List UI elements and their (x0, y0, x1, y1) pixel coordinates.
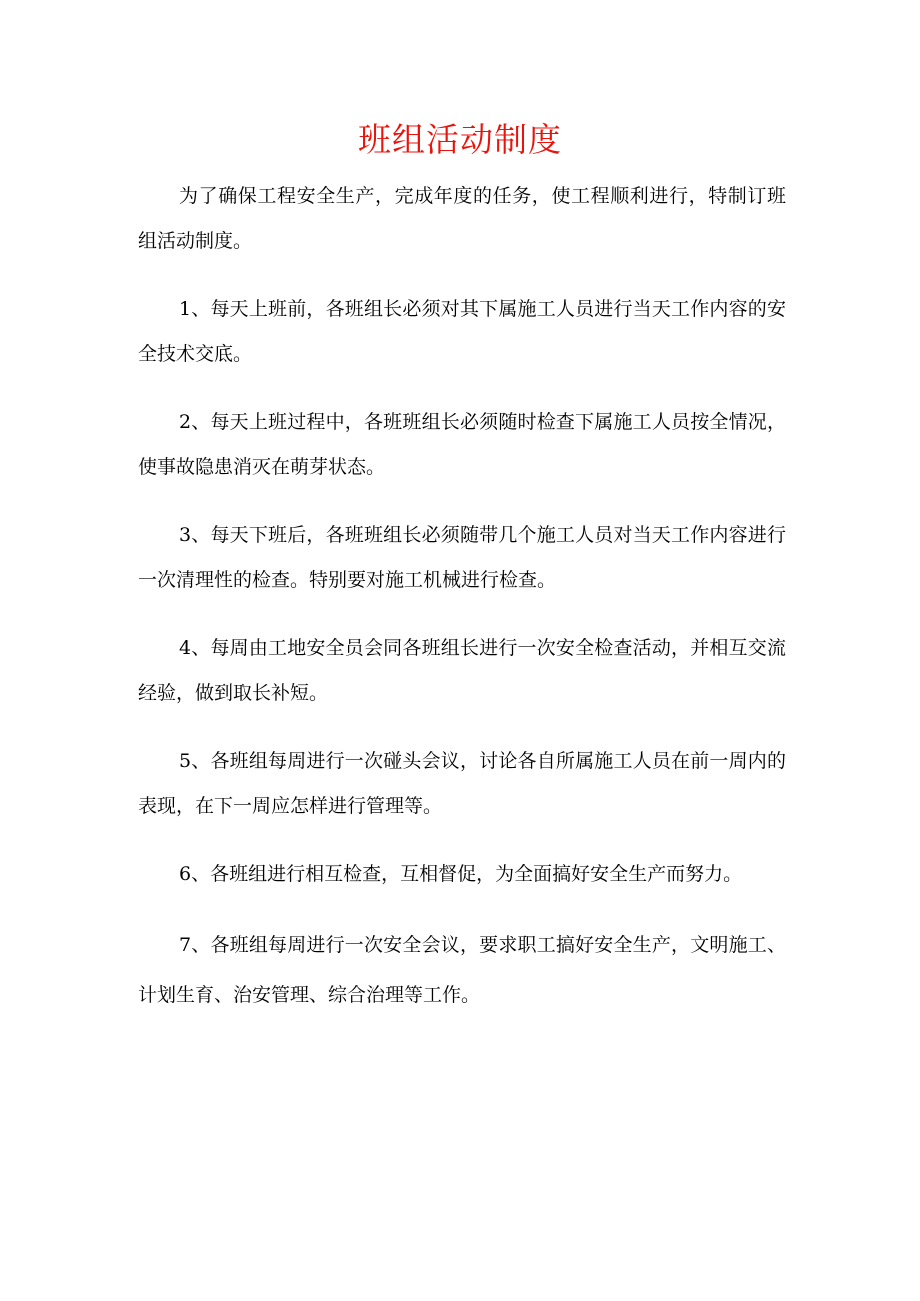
document-title: 班组活动制度 (358, 120, 562, 159)
rule-6-paragraph: 6、各班组进行相互检查，互相督促，为全面搞好安全生产而努力。 (179, 863, 743, 885)
rule-5-paragraph: 5、各班组每周进行一次碰头会议，讨论各自所属施工人员在前一周内的表现，在下一周应怎样进行管理等。 (138, 750, 786, 817)
rule-1-paragraph: 1、每天上班前，各班组长必须对其下属施工人员进行当天工作内容的安全技术交底。 (138, 298, 786, 365)
rule-2-paragraph: 2、每天上班过程中，各班班组长必须随时检查下属施工人员按全情况，使事故隐患消灭在萌芽状态。 (138, 411, 786, 478)
document-body (138, 174, 786, 1043)
rule-4-paragraph: 4、每周由工地安全员会同各班组长进行一次安全检查活动，并相互交流经验，做到取长补短。 (138, 637, 786, 704)
rule-7-paragraph: 7、各班组每周进行一次安全会议，要求职工搞好安全生产，文明施工、计划生育、治安管理、综合治理等工作。 (138, 934, 786, 1006)
intro-paragraph: 为了确保工程安全生产，完成年度的任务，使工程顺利进行，特制订班组活动制度。 (138, 185, 786, 252)
rule-3-paragraph: 3、每天下班后，各班班组长必须随带几个施工人员对当天工作内容进行一次清理性的检查。特别要对施工机械进行检查。 (138, 524, 786, 591)
